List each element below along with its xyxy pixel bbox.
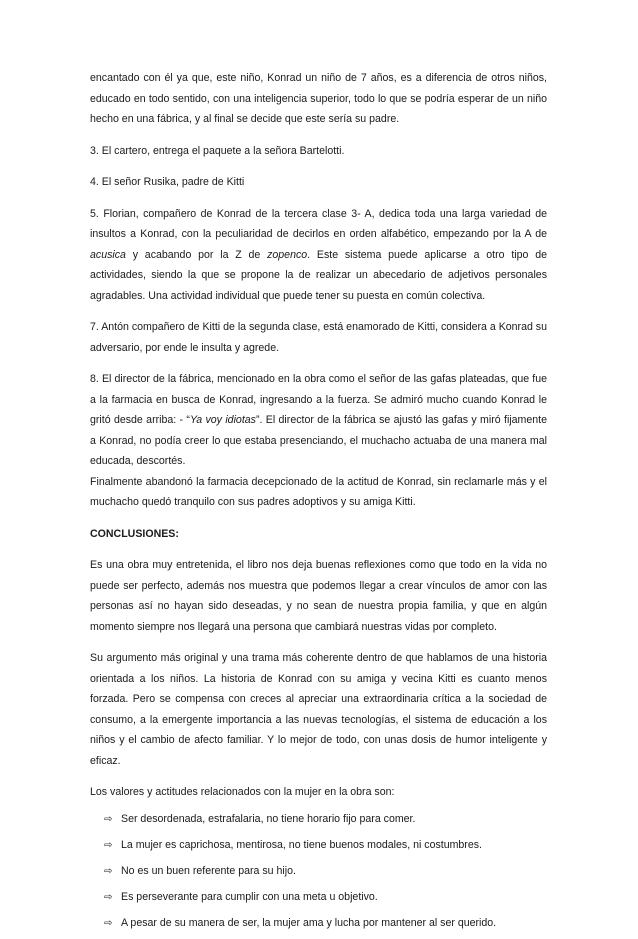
florian-text-c: . Este sistema puede aplicarse a otro tipo de actividades, siendo la que se propone la de realizar un abecedario de adjetivos personales agradables. Una actividad individual que puede tener su puesta en común colectiva. <box>90 248 547 302</box>
arrow-right-outline-icon: ⇨ <box>104 917 113 929</box>
list-item <box>104 861 547 883</box>
values-list <box>90 809 547 935</box>
florian-text-b: y acabando por la Z de <box>125 248 268 261</box>
paragraph-florian <box>90 204 547 307</box>
paragraph-rusika: 4. El señor Rusika, padre de Kitti <box>90 176 245 188</box>
director-text-a: 8. El director de la fábrica, mencionado en la obra como el señor de las gafas plateadas, que fue a la farmacia en busca de Konrad, ingresando a la fuerza. Se admiró mucho cuando Konrad le gritó desde arriba: - “ <box>90 373 547 426</box>
document-page <box>90 68 547 939</box>
florian-word-acusica: acusica <box>90 248 126 261</box>
paragraph-director <box>90 369 547 472</box>
list-item <box>104 835 547 857</box>
list-item-text: Es perseverante para cumplir con una meta u objetivo. <box>121 890 378 903</box>
paragraph-finalmente: Finalmente abandonó la farmacia decepcionado de la actitud de Konrad, sin reclamarle más y el muchacho quedó tranquilo con sus padres adoptivos y su amiga Kitti. <box>90 475 547 508</box>
list-item-text: Ser desordenada, estrafalaria, no tiene horario fijo para comer. <box>121 812 416 825</box>
list-item <box>104 913 547 935</box>
list-item-text: No es un buen referente para su hijo. <box>121 864 296 877</box>
arrow-right-outline-icon: ⇨ <box>104 891 113 903</box>
list-item <box>104 809 547 831</box>
paragraph-conclusion-1: Es una obra muy entretenida, el libro nos deja buenas reflexiones como que todo en la vida no puede ser perfecto, además nos muestra que podemos llegar a crear vínculos de amor con las personas así no hayan sido deseadas, y no sean de nuestra propia familia, y que en algún momento siempre nos llegará una persona que cambiará nuestras vidas por completo. <box>90 559 547 633</box>
arrow-right-outline-icon: ⇨ <box>104 839 113 851</box>
paragraph-cartero: 3. El cartero, entrega el paquete a la señora Bartelotti. <box>90 144 345 157</box>
arrow-right-outline-icon: ⇨ <box>104 813 113 825</box>
paragraph-anton: 7. Antón compañero de Kitti de la segunda clase, está enamorado de Kitti, considera a Konrad su adversario, por ende le insulta y agrede. <box>90 321 547 354</box>
director-quote: Ya voy idiotas <box>189 414 256 426</box>
florian-word-zopenco: zopenco <box>267 248 308 261</box>
director-text-b: ”. El director de la fábrica se ajustó las gafas y miró fijamente a Konrad, no podía creer lo que estaba presenciando, el muchacho actuaba de una manera mal educada, descortés. <box>90 414 547 467</box>
list-item-text: La mujer es caprichosa, mentirosa, no tiene buenos modales, ni costumbres. <box>121 838 482 851</box>
florian-text-a: 5. Florian, compañero de Konrad de la tercera clase 3- A, dedica toda una larga variedad de insultos a Konrad, con la peculiaridad de decirlos en orden alfabético, empezando por la A de <box>90 207 547 240</box>
list-item <box>104 887 547 909</box>
list-item-text: A pesar de su manera de ser, la mujer ama y lucha por mantener al ser querido. <box>121 916 497 929</box>
paragraph-conclusion-2: Su argumento más original y una trama más coherente dentro de que hablamos de una historia orientada a los niños. La historia de Konrad con su amiga y vecina Kitti es cuanto menos forzada. Pero se compensa con creces al apreciar una extraordinaria crítica a la sociedad de consumo, a la emergente importancia a las nuevas tecnologías, el sistema de educación a los niños y el cambio de afecto familiar. Y lo mejor de todo, con unas dosis de humor inteligente y eficaz. <box>90 652 547 767</box>
paragraph-values-intro: Los valores y actitudes relacionados con la mujer en la obra son: <box>90 786 395 798</box>
paragraph-konrad-intro: encantado con él ya que, este niño, Konrad un niño de 7 años, es a diferencia de otros niños, educado en todo sentido, con una inteligencia superior, todo lo que se podría esperar de un niño hecho en una fábrica, y al final se decide que este sería su padre. <box>90 72 547 125</box>
arrow-right-outline-icon: ⇨ <box>104 865 113 877</box>
conclusions-heading: CONCLUSIONES: <box>90 527 179 540</box>
